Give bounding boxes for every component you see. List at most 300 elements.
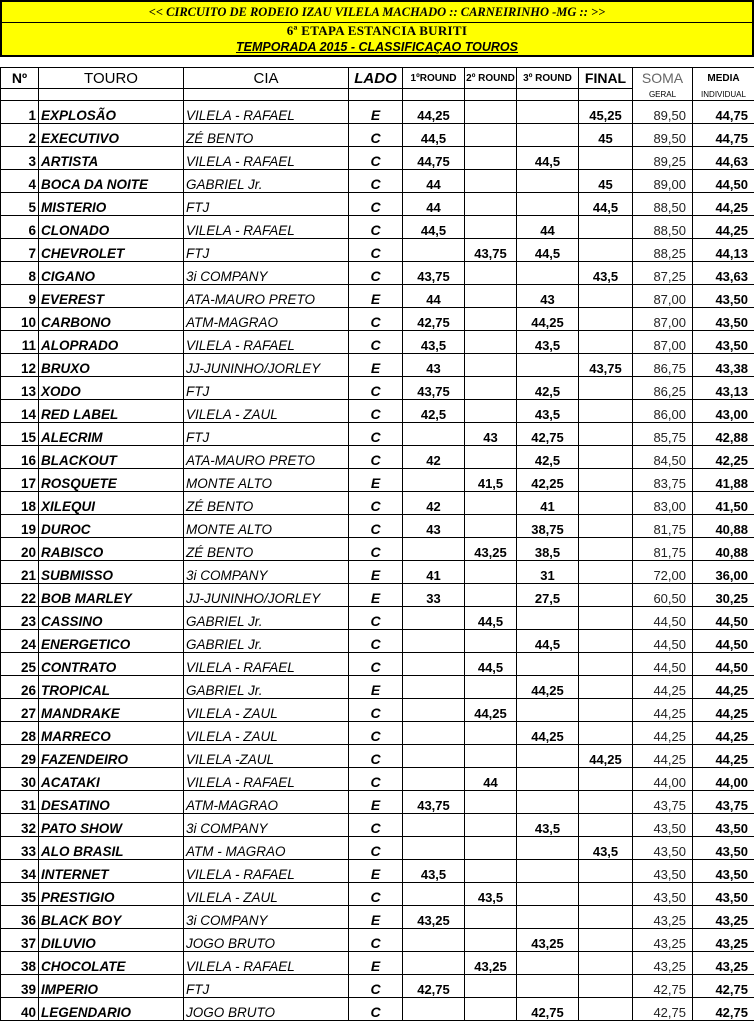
lado-cell: C [349,400,403,423]
round3-cell: 43,5 [517,400,579,423]
col-header-lado: LADO [349,68,403,89]
table-header-row [1,68,754,89]
media-cell: 43,50 [693,837,754,860]
rank-cell: 35 [1,883,39,906]
round3-cell: 42,5 [517,377,579,400]
round1-cell [403,239,465,262]
lado-cell: C [349,998,403,1021]
cia-cell: VILELA - ZAUL [184,699,349,722]
header-season-title [0,39,754,57]
rank-cell: 34 [1,860,39,883]
touro-cell: BOB MARLEY [39,584,184,607]
round1-cell [403,699,465,722]
lado-cell: C [349,262,403,285]
round2-cell: 43,25 [465,538,517,561]
round3-cell: 27,5 [517,584,579,607]
header-season-text: TEMPORADA 2015 - CLASSIFICAÇAO TOUROS [236,40,518,54]
cia-cell: VILELA - RAFAEL [184,147,349,170]
lado-cell: C [349,929,403,952]
round2-cell [465,400,517,423]
round1-cell: 44 [403,170,465,193]
rank-cell: 39 [1,975,39,998]
soma-cell: 43,50 [633,837,693,860]
round3-cell: 44,25 [517,308,579,331]
touro-cell: ALO BRASIL [39,837,184,860]
round2-cell: 43,75 [465,239,517,262]
round3-cell [517,906,579,929]
round2-cell: 43,5 [465,883,517,906]
rank-cell: 3 [1,147,39,170]
col-header-touro: TOURO [39,68,184,89]
lado-cell: C [349,216,403,239]
round2-cell: 44,5 [465,607,517,630]
cia-cell: ATA-MAURO PRETO [184,446,349,469]
soma-cell: 83,00 [633,492,693,515]
table-row [1,423,754,446]
lado-cell: C [349,331,403,354]
touro-cell: BLACK BOY [39,906,184,929]
final-cell: 45 [579,170,633,193]
soma-cell: 43,75 [633,791,693,814]
rank-cell: 10 [1,308,39,331]
table-row [1,745,754,768]
cia-cell: VILELA - ZAUL [184,400,349,423]
round1-cell [403,423,465,446]
media-cell: 43,25 [693,929,754,952]
round3-cell: 38,75 [517,515,579,538]
round3-cell: 44,5 [517,239,579,262]
rank-cell: 16 [1,446,39,469]
cia-cell: JJ-JUNINHO/JORLEY [184,584,349,607]
round1-cell: 43 [403,354,465,377]
cia-cell: 3i COMPANY [184,561,349,584]
final-cell [579,699,633,722]
media-cell: 44,63 [693,147,754,170]
rank-cell: 29 [1,745,39,768]
round2-cell [465,354,517,377]
media-cell: 44,75 [693,101,754,124]
round1-cell [403,745,465,768]
soma-cell: 81,75 [633,515,693,538]
cia-cell: 3i COMPANY [184,814,349,837]
soma-cell: 88,50 [633,216,693,239]
rank-cell: 12 [1,354,39,377]
round2-cell: 43 [465,423,517,446]
touro-cell: EXPLOSÃO [39,101,184,124]
touro-cell: ARTISTA [39,147,184,170]
round3-cell [517,699,579,722]
lado-cell: E [349,952,403,975]
lado-cell: E [349,285,403,308]
media-cell: 43,25 [693,906,754,929]
final-cell: 45 [579,124,633,147]
round2-cell [465,860,517,883]
media-cell: 36,00 [693,561,754,584]
cia-cell: VILELA - RAFAEL [184,952,349,975]
soma-cell: 42,75 [633,975,693,998]
soma-cell: 72,00 [633,561,693,584]
round2-cell [465,101,517,124]
soma-cell: 83,75 [633,469,693,492]
col-header-final: FINAL [579,68,633,89]
table-row [1,400,754,423]
round3-cell: 42,5 [517,446,579,469]
touro-cell: BRUXO [39,354,184,377]
media-cell: 44,25 [693,745,754,768]
media-cell: 42,75 [693,998,754,1021]
round1-cell: 42,5 [403,400,465,423]
lado-cell: C [349,170,403,193]
col-header-round1: 1ºROUND [403,68,465,89]
round2-cell [465,814,517,837]
final-cell [579,331,633,354]
cia-cell: VILELA - ZAUL [184,722,349,745]
round2-cell: 44 [465,768,517,791]
final-cell: 44,5 [579,193,633,216]
final-cell [579,814,633,837]
soma-cell: 44,50 [633,607,693,630]
table-row [1,331,754,354]
soma-cell: 43,50 [633,814,693,837]
final-cell: 43,75 [579,354,633,377]
soma-cell: 44,25 [633,722,693,745]
round2-cell [465,929,517,952]
round1-cell [403,538,465,561]
final-cell [579,722,633,745]
round1-cell: 42,75 [403,308,465,331]
lado-cell: C [349,837,403,860]
soma-cell: 60,50 [633,584,693,607]
final-cell [579,975,633,998]
final-cell [579,469,633,492]
final-cell [579,285,633,308]
soma-cell: 44,00 [633,768,693,791]
lado-cell: C [349,975,403,998]
lado-cell: C [349,239,403,262]
round1-cell [403,814,465,837]
lado-cell: E [349,584,403,607]
soma-cell: 87,25 [633,262,693,285]
round2-cell [465,906,517,929]
lado-cell: C [349,423,403,446]
rank-cell: 15 [1,423,39,446]
touro-cell: DESATINO [39,791,184,814]
touro-cell: RED LABEL [39,400,184,423]
soma-cell: 89,50 [633,124,693,147]
table-row [1,469,754,492]
lado-cell: C [349,699,403,722]
round3-cell [517,354,579,377]
final-cell [579,998,633,1021]
touro-cell: ALOPRADO [39,331,184,354]
touro-cell: EXECUTIVO [39,124,184,147]
touro-cell: FAZENDEIRO [39,745,184,768]
lado-cell: C [349,308,403,331]
round2-cell [465,124,517,147]
soma-cell: 85,75 [633,423,693,446]
col-header-num: Nº [1,68,39,89]
lado-cell: C [349,883,403,906]
media-cell: 44,25 [693,722,754,745]
final-cell [579,768,633,791]
final-cell: 43,5 [579,262,633,285]
touro-cell: MISTERIO [39,193,184,216]
touro-cell: LEGENDARIO [39,998,184,1021]
round3-cell [517,193,579,216]
soma-cell: 43,50 [633,883,693,906]
round1-cell [403,998,465,1021]
round3-cell [517,745,579,768]
round1-cell: 42 [403,446,465,469]
soma-cell: 84,50 [633,446,693,469]
cia-cell: VILELA - RAFAEL [184,653,349,676]
soma-cell: 44,25 [633,745,693,768]
cia-cell: MONTE ALTO [184,469,349,492]
round3-cell [517,101,579,124]
final-cell [579,216,633,239]
cia-cell: 3i COMPANY [184,262,349,285]
cia-cell: ATM-MAGRAO [184,791,349,814]
cia-cell: VILELA - RAFAEL [184,216,349,239]
soma-cell: 87,00 [633,285,693,308]
round3-cell [517,653,579,676]
final-cell [579,423,633,446]
table-row [1,998,754,1021]
round2-cell [465,446,517,469]
round1-cell: 43,75 [403,791,465,814]
table-row [1,837,754,860]
final-cell [579,630,633,653]
cia-cell: MONTE ALTO [184,515,349,538]
rank-cell: 1 [1,101,39,124]
rank-cell: 40 [1,998,39,1021]
media-cell: 43,75 [693,791,754,814]
col-header-soma: SOMA [633,68,693,89]
lado-cell: E [349,860,403,883]
round2-cell: 41,5 [465,469,517,492]
touro-cell: BOCA DA NOITE [39,170,184,193]
cia-cell: ATA-MAURO PRETO [184,285,349,308]
soma-cell: 81,75 [633,538,693,561]
rank-cell: 14 [1,400,39,423]
table-row [1,515,754,538]
cia-cell: VILELA - ZAUL [184,883,349,906]
round1-cell: 42 [403,492,465,515]
table-row [1,975,754,998]
media-cell: 44,00 [693,768,754,791]
cia-cell: FTJ [184,377,349,400]
soma-cell: 44,50 [633,653,693,676]
final-cell [579,883,633,906]
table-row [1,768,754,791]
touro-cell: BLACKOUT [39,446,184,469]
col-subheader-media: INDIVIDUAL [693,89,754,101]
cia-cell: ATM-MAGRAO [184,308,349,331]
lado-cell: E [349,354,403,377]
cia-cell: ZÉ BENTO [184,124,349,147]
round1-cell [403,837,465,860]
touro-cell: CIGANO [39,262,184,285]
rank-cell: 38 [1,952,39,975]
rank-cell: 23 [1,607,39,630]
lado-cell: E [349,791,403,814]
media-cell: 44,50 [693,653,754,676]
round3-cell [517,262,579,285]
media-cell: 42,25 [693,446,754,469]
round3-cell: 44,25 [517,722,579,745]
touro-cell: ALECRIM [39,423,184,446]
cia-cell: GABRIEL Jr. [184,630,349,653]
round1-cell [403,722,465,745]
touro-cell: MARRECO [39,722,184,745]
touro-cell: EVEREST [39,285,184,308]
lado-cell: C [349,515,403,538]
round3-cell: 44,5 [517,630,579,653]
final-cell [579,377,633,400]
round1-cell: 41 [403,561,465,584]
lado-cell: C [349,492,403,515]
media-cell: 30,25 [693,584,754,607]
media-cell: 44,25 [693,676,754,699]
cia-cell: VILELA - RAFAEL [184,768,349,791]
soma-cell: 43,25 [633,929,693,952]
table-row [1,676,754,699]
rank-cell: 31 [1,791,39,814]
round3-cell: 43,25 [517,929,579,952]
final-cell [579,561,633,584]
cia-cell: FTJ [184,423,349,446]
lado-cell: E [349,906,403,929]
cia-cell: JOGO BRUTO [184,998,349,1021]
touro-cell: CLONADO [39,216,184,239]
rank-cell: 22 [1,584,39,607]
touro-cell: CONTRATO [39,653,184,676]
table-subheader-row [1,89,754,101]
round3-cell: 44,25 [517,676,579,699]
round3-cell: 42,75 [517,423,579,446]
lado-cell: C [349,768,403,791]
final-cell: 45,25 [579,101,633,124]
touro-cell: IMPERIO [39,975,184,998]
table-row [1,124,754,147]
cia-cell: GABRIEL Jr. [184,170,349,193]
lado-cell: C [349,193,403,216]
lado-cell: C [349,653,403,676]
media-cell: 43,50 [693,285,754,308]
media-cell: 44,25 [693,193,754,216]
table-row [1,262,754,285]
final-cell [579,952,633,975]
final-cell [579,308,633,331]
rank-cell: 18 [1,492,39,515]
final-cell [579,538,633,561]
round3-cell: 41 [517,492,579,515]
round2-cell [465,998,517,1021]
round1-cell: 33 [403,584,465,607]
round1-cell: 43,75 [403,377,465,400]
round3-cell [517,860,579,883]
lado-cell: C [349,814,403,837]
lado-cell: C [349,722,403,745]
rank-cell: 7 [1,239,39,262]
table-row [1,699,754,722]
table-row [1,860,754,883]
rank-cell: 4 [1,170,39,193]
col-header-media: MEDIA [693,68,754,89]
soma-cell: 86,25 [633,377,693,400]
media-cell: 43,50 [693,883,754,906]
table-row [1,308,754,331]
touro-cell: TROPICAL [39,676,184,699]
touro-cell: XODO [39,377,184,400]
touro-cell: SUBMISSO [39,561,184,584]
final-cell [579,584,633,607]
soma-cell: 44,25 [633,699,693,722]
round2-cell [465,285,517,308]
round2-cell [465,193,517,216]
round2-cell [465,745,517,768]
media-cell: 44,75 [693,124,754,147]
round3-cell: 42,75 [517,998,579,1021]
round2-cell: 44,5 [465,653,517,676]
table-row [1,607,754,630]
touro-cell: ACATAKI [39,768,184,791]
final-cell [579,791,633,814]
final-cell [579,607,633,630]
touro-cell: DUROC [39,515,184,538]
round1-cell [403,653,465,676]
round1-cell: 43,5 [403,860,465,883]
round2-cell [465,147,517,170]
media-cell: 43,50 [693,860,754,883]
round3-cell: 38,5 [517,538,579,561]
soma-cell: 42,75 [633,998,693,1021]
table-row [1,653,754,676]
final-cell [579,400,633,423]
rank-cell: 11 [1,331,39,354]
round3-cell: 44,5 [517,147,579,170]
media-cell: 41,88 [693,469,754,492]
media-cell: 43,00 [693,400,754,423]
round1-cell: 44 [403,193,465,216]
lado-cell: C [349,745,403,768]
rank-cell: 30 [1,768,39,791]
final-cell [579,446,633,469]
media-cell: 44,50 [693,630,754,653]
soma-cell: 89,00 [633,170,693,193]
round1-cell [403,929,465,952]
round1-cell [403,883,465,906]
round2-cell [465,308,517,331]
round3-cell [517,607,579,630]
header-circuit-title: << CIRCUITO DE RODEIO IZAU VILELA MACHADO :: CARNEIRINHO -MG :: >> [0,0,754,22]
table-row [1,147,754,170]
table-row [1,538,754,561]
final-cell [579,515,633,538]
touro-cell: CHOCOLATE [39,952,184,975]
final-cell [579,239,633,262]
round3-cell: 31 [517,561,579,584]
round2-cell [465,791,517,814]
soma-cell: 88,25 [633,239,693,262]
media-cell: 41,50 [693,492,754,515]
col-header-round3: 3º ROUND [517,68,579,89]
round3-cell: 44 [517,216,579,239]
round2-cell [465,722,517,745]
lado-cell: E [349,469,403,492]
round1-cell: 43,5 [403,331,465,354]
rank-cell: 5 [1,193,39,216]
